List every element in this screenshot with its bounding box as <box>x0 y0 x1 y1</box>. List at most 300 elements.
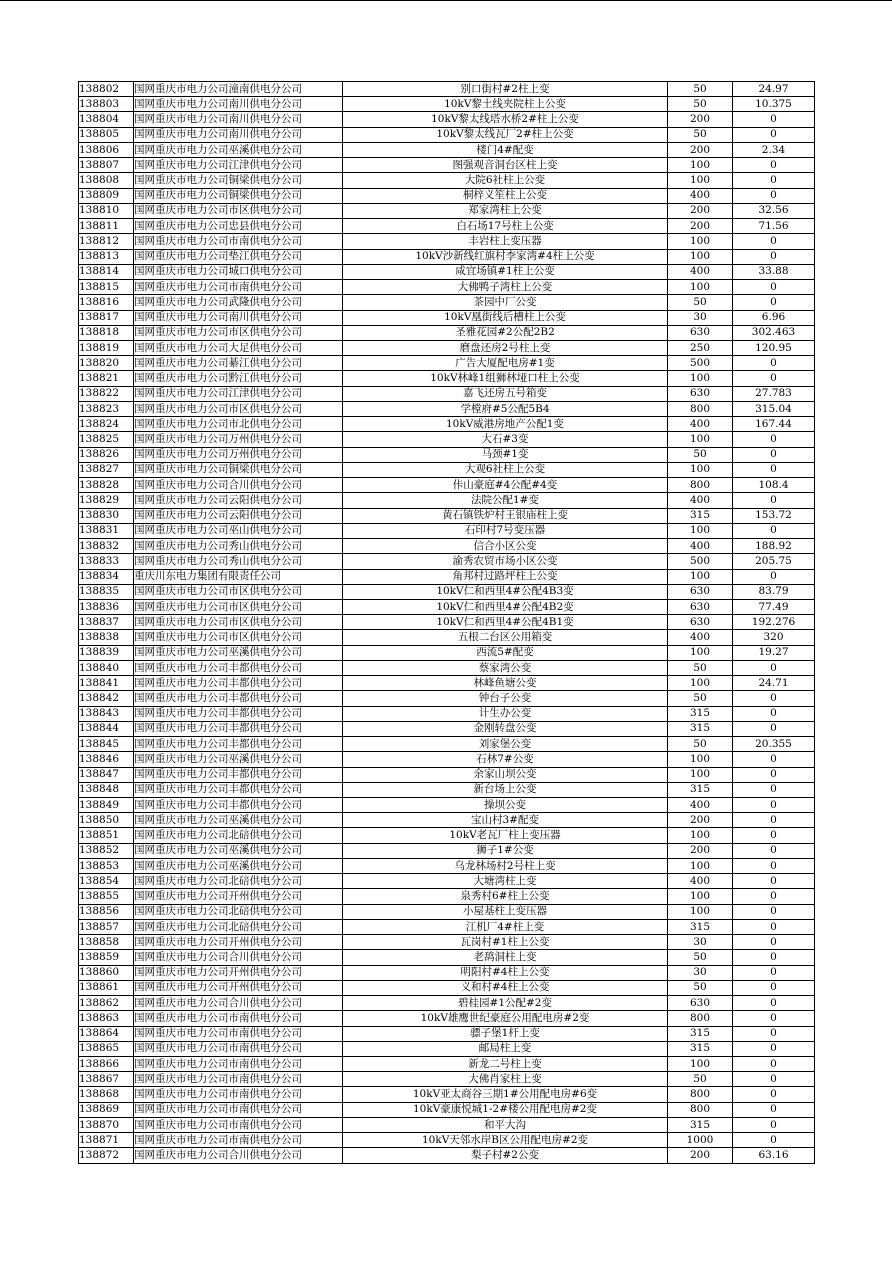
row-id-cell: 138824 <box>79 417 134 432</box>
load-value-cell: 0 <box>733 782 815 797</box>
load-value-cell: 6.96 <box>733 310 815 325</box>
transformer-name-cell: 广告大厦配电房#1变 <box>343 356 668 371</box>
capacity-cell: 400 <box>668 539 733 554</box>
row-id-cell: 138843 <box>79 706 134 721</box>
company-name-cell: 国网重庆市电力公司忠县供电分公司 <box>134 219 343 234</box>
table-row <box>79 539 815 554</box>
row-id-cell: 138828 <box>79 478 134 493</box>
load-value-cell: 0 <box>733 904 815 919</box>
capacity-cell: 800 <box>668 401 733 416</box>
capacity-cell: 200 <box>668 203 733 218</box>
row-id-cell: 138829 <box>79 493 134 508</box>
capacity-cell: 100 <box>668 280 733 295</box>
capacity-cell: 100 <box>668 752 733 767</box>
table-row <box>79 1026 815 1041</box>
capacity-cell: 50 <box>668 82 733 97</box>
row-id-cell: 138846 <box>79 752 134 767</box>
load-value-cell: 205.75 <box>733 554 815 569</box>
load-value-cell: 0 <box>733 1057 815 1072</box>
load-value-cell: 0 <box>733 843 815 858</box>
company-name-cell: 国网重庆市电力公司潼南供电分公司 <box>134 82 343 97</box>
load-value-cell: 10.375 <box>733 97 815 112</box>
capacity-cell: 100 <box>668 462 733 477</box>
row-id-cell: 138838 <box>79 630 134 645</box>
table-row <box>79 310 815 325</box>
load-value-cell: 0 <box>733 691 815 706</box>
load-value-cell: 0 <box>733 188 815 203</box>
company-name-cell: 国网重庆市电力公司市南供电分公司 <box>134 280 343 295</box>
capacity-cell: 100 <box>668 676 733 691</box>
capacity-cell: 630 <box>668 325 733 340</box>
row-id-cell: 138807 <box>79 158 134 173</box>
table-row <box>79 554 815 569</box>
company-name-cell: 国网重庆市电力公司市南供电分公司 <box>134 1057 343 1072</box>
load-value-cell: 71.56 <box>733 219 815 234</box>
company-name-cell: 国网重庆市电力公司市区供电分公司 <box>134 630 343 645</box>
transformer-name-cell: 和平大沟 <box>343 1117 668 1132</box>
row-id-cell: 138803 <box>79 97 134 112</box>
load-value-cell: 0 <box>733 828 815 843</box>
capacity-cell: 400 <box>668 493 733 508</box>
company-name-cell: 重庆川东电力集团有限责任公司 <box>134 569 343 584</box>
company-name-cell: 国网重庆市电力公司秀山供电分公司 <box>134 554 343 569</box>
company-name-cell: 国网重庆市电力公司北碚供电分公司 <box>134 828 343 843</box>
company-name-cell: 国网重庆市电力公司江津供电分公司 <box>134 158 343 173</box>
table-row <box>79 904 815 919</box>
load-value-cell: 0 <box>733 1041 815 1056</box>
table-row <box>79 828 815 843</box>
load-value-cell: 0 <box>733 950 815 965</box>
load-value-cell: 63.16 <box>733 1148 815 1163</box>
load-value-cell: 0 <box>733 127 815 142</box>
table-row <box>79 996 815 1011</box>
transformer-name-cell: 泉秀村6#柱上公变 <box>343 889 668 904</box>
capacity-cell: 315 <box>668 919 733 934</box>
row-id-cell: 138844 <box>79 721 134 736</box>
row-id-cell: 138857 <box>79 919 134 934</box>
table-row <box>79 1011 815 1026</box>
table-row <box>79 142 815 157</box>
load-value-cell: 0 <box>733 874 815 889</box>
company-name-cell: 国网重庆市电力公司市南供电分公司 <box>134 1041 343 1056</box>
capacity-cell: 500 <box>668 356 733 371</box>
transformer-name-cell: 学樘府#5公配5B4 <box>343 401 668 416</box>
load-value-cell: 0 <box>733 767 815 782</box>
company-name-cell: 国网重庆市电力公司铜梁供电分公司 <box>134 188 343 203</box>
load-value-cell: 0 <box>733 1087 815 1102</box>
top-rule <box>0 0 892 1</box>
load-value-cell: 0 <box>733 858 815 873</box>
row-id-cell: 138837 <box>79 615 134 630</box>
load-value-cell: 20.355 <box>733 737 815 752</box>
row-id-cell: 138832 <box>79 539 134 554</box>
table-row <box>79 1041 815 1056</box>
company-name-cell: 国网重庆市电力公司丰都供电分公司 <box>134 721 343 736</box>
company-name-cell: 国网重庆市电力公司市南供电分公司 <box>134 1072 343 1087</box>
row-id-cell: 138836 <box>79 599 134 614</box>
company-name-cell: 国网重庆市电力公司市区供电分公司 <box>134 599 343 614</box>
company-name-cell: 国网重庆市电力公司武隆供电分公司 <box>134 295 343 310</box>
capacity-cell: 630 <box>668 996 733 1011</box>
capacity-cell: 50 <box>668 950 733 965</box>
load-value-cell: 0 <box>733 1026 815 1041</box>
company-name-cell: 国网重庆市电力公司合川供电分公司 <box>134 1148 343 1163</box>
row-id-cell: 138810 <box>79 203 134 218</box>
load-value-cell: 0 <box>733 1011 815 1026</box>
table-row <box>79 752 815 767</box>
transformer-name-cell: 桐梓义笙柱上公变 <box>343 188 668 203</box>
table-row <box>79 706 815 721</box>
capacity-cell: 100 <box>668 523 733 538</box>
company-name-cell: 国网重庆市电力公司市南供电分公司 <box>134 1011 343 1026</box>
transformer-name-cell: 五根二台区公用箱变 <box>343 630 668 645</box>
company-name-cell: 国网重庆市电力公司巫溪供电分公司 <box>134 645 343 660</box>
company-name-cell: 国网重庆市电力公司市南供电分公司 <box>134 1102 343 1117</box>
row-id-cell: 138825 <box>79 432 134 447</box>
capacity-cell: 315 <box>668 1026 733 1041</box>
company-name-cell: 国网重庆市电力公司垫江供电分公司 <box>134 249 343 264</box>
transformer-name-cell: 10kV凰街线后槽柱上公变 <box>343 310 668 325</box>
transformer-name-cell: 10kV老瓦厂柱上变压器 <box>343 828 668 843</box>
table-row <box>79 340 815 355</box>
capacity-cell: 315 <box>668 721 733 736</box>
load-value-cell: 0 <box>733 493 815 508</box>
table-row <box>79 325 815 340</box>
row-id-cell: 138830 <box>79 508 134 523</box>
transformer-name-cell: 10kV雄鹰世纪豪庭公用配电房#2变 <box>343 1011 668 1026</box>
row-id-cell: 138848 <box>79 782 134 797</box>
transformer-name-cell: 黄石镇铁炉村王银庙柱上变 <box>343 508 668 523</box>
company-name-cell: 国网重庆市电力公司大足供电分公司 <box>134 340 343 355</box>
load-value-cell: 0 <box>733 447 815 462</box>
transformer-name-cell: 义和村#4柱上公变 <box>343 980 668 995</box>
capacity-cell: 200 <box>668 843 733 858</box>
capacity-cell: 500 <box>668 554 733 569</box>
table-row <box>79 935 815 950</box>
row-id-cell: 138821 <box>79 371 134 386</box>
capacity-cell: 200 <box>668 1148 733 1163</box>
row-id-cell: 138802 <box>79 82 134 97</box>
table-row <box>79 264 815 279</box>
table-row <box>79 676 815 691</box>
company-name-cell: 国网重庆市电力公司丰都供电分公司 <box>134 767 343 782</box>
row-id-cell: 138862 <box>79 996 134 1011</box>
table-row <box>79 1133 815 1148</box>
capacity-cell: 630 <box>668 584 733 599</box>
company-name-cell: 国网重庆市电力公司丰都供电分公司 <box>134 676 343 691</box>
company-name-cell: 国网重庆市电力公司南川供电分公司 <box>134 112 343 127</box>
row-id-cell: 138834 <box>79 569 134 584</box>
transformer-name-cell: 新台场上公变 <box>343 782 668 797</box>
capacity-cell: 400 <box>668 874 733 889</box>
load-value-cell: 32.56 <box>733 203 815 218</box>
table-row <box>79 249 815 264</box>
capacity-cell: 200 <box>668 813 733 828</box>
row-id-cell: 138849 <box>79 798 134 813</box>
load-value-cell: 0 <box>733 996 815 1011</box>
load-value-cell: 108.4 <box>733 478 815 493</box>
transformer-name-cell: 咸宜场镇#1柱上公变 <box>343 264 668 279</box>
table-row <box>79 82 815 97</box>
transformer-name-cell: 磨盘还房2号柱上变 <box>343 340 668 355</box>
load-value-cell: 0 <box>733 965 815 980</box>
load-value-cell: 19.27 <box>733 645 815 660</box>
load-value-cell: 0 <box>733 919 815 934</box>
table-row <box>79 858 815 873</box>
capacity-cell: 400 <box>668 798 733 813</box>
company-name-cell: 国网重庆市电力公司合川供电分公司 <box>134 950 343 965</box>
capacity-cell: 100 <box>668 1057 733 1072</box>
load-value-cell: 0 <box>733 234 815 249</box>
table-row <box>79 569 815 584</box>
capacity-cell: 400 <box>668 264 733 279</box>
company-name-cell: 国网重庆市电力公司綦江供电分公司 <box>134 356 343 371</box>
capacity-cell: 50 <box>668 737 733 752</box>
company-name-cell: 国网重庆市电力公司市南供电分公司 <box>134 1026 343 1041</box>
load-value-cell: 0 <box>733 249 815 264</box>
capacity-cell: 400 <box>668 417 733 432</box>
company-name-cell: 国网重庆市电力公司市区供电分公司 <box>134 401 343 416</box>
row-id-cell: 138808 <box>79 173 134 188</box>
table-row <box>79 737 815 752</box>
transformer-name-cell: 10kV沙新线红旗村李家湾#4柱上公变 <box>343 249 668 264</box>
company-name-cell: 国网重庆市电力公司丰都供电分公司 <box>134 737 343 752</box>
company-name-cell: 国网重庆市电力公司秀山供电分公司 <box>134 539 343 554</box>
capacity-cell: 100 <box>668 889 733 904</box>
capacity-cell: 630 <box>668 599 733 614</box>
table-row <box>79 97 815 112</box>
table-row <box>79 523 815 538</box>
table-row <box>79 615 815 630</box>
transformer-name-cell: 狮子1#公变 <box>343 843 668 858</box>
company-name-cell: 国网重庆市电力公司市南供电分公司 <box>134 1087 343 1102</box>
table-row <box>79 356 815 371</box>
capacity-cell: 800 <box>668 1011 733 1026</box>
transformer-name-cell: 乌龙林场村2号柱上变 <box>343 858 668 873</box>
capacity-cell: 50 <box>668 980 733 995</box>
transformer-name-cell: 江机厂4#柱上变 <box>343 919 668 934</box>
transformer-name-cell: 老鸹洞柱上变 <box>343 950 668 965</box>
company-name-cell: 国网重庆市电力公司云阳供电分公司 <box>134 493 343 508</box>
table-row <box>79 112 815 127</box>
company-name-cell: 国网重庆市电力公司南川供电分公司 <box>134 97 343 112</box>
load-value-cell: 0 <box>733 813 815 828</box>
row-id-cell: 138863 <box>79 1011 134 1026</box>
load-value-cell: 188.92 <box>733 539 815 554</box>
load-value-cell: 0 <box>733 173 815 188</box>
transformer-name-cell: 大塘湾柱上变 <box>343 874 668 889</box>
company-name-cell: 国网重庆市电力公司开州供电分公司 <box>134 935 343 950</box>
company-name-cell: 国网重庆市电力公司开州供电分公司 <box>134 965 343 980</box>
company-name-cell: 国网重庆市电力公司合川供电分公司 <box>134 996 343 1011</box>
row-id-cell: 138823 <box>79 401 134 416</box>
transformer-name-cell: 10kV黎太线塔水桥2#柱上公变 <box>343 112 668 127</box>
company-name-cell: 国网重庆市电力公司北碚供电分公司 <box>134 919 343 934</box>
table-row <box>79 493 815 508</box>
load-value-cell: 27.783 <box>733 386 815 401</box>
row-id-cell: 138858 <box>79 935 134 950</box>
row-id-cell: 138822 <box>79 386 134 401</box>
capacity-cell: 315 <box>668 706 733 721</box>
load-value-cell: 0 <box>733 660 815 675</box>
capacity-cell: 100 <box>668 158 733 173</box>
load-value-cell: 0 <box>733 432 815 447</box>
transformer-name-cell: 嘉飞还房五号箱变 <box>343 386 668 401</box>
capacity-cell: 1000 <box>668 1133 733 1148</box>
capacity-cell: 400 <box>668 630 733 645</box>
load-value-cell: 0 <box>733 112 815 127</box>
row-id-cell: 138833 <box>79 554 134 569</box>
load-value-cell: 0 <box>733 706 815 721</box>
load-value-cell: 0 <box>733 280 815 295</box>
row-id-cell: 138851 <box>79 828 134 843</box>
row-id-cell: 138839 <box>79 645 134 660</box>
row-id-cell: 138813 <box>79 249 134 264</box>
row-id-cell: 138847 <box>79 767 134 782</box>
row-id-cell: 138850 <box>79 813 134 828</box>
table-row <box>79 158 815 173</box>
capacity-cell: 800 <box>668 478 733 493</box>
transformer-name-cell: 小屋基柱上变压器 <box>343 904 668 919</box>
row-id-cell: 138827 <box>79 462 134 477</box>
load-value-cell: 0 <box>733 798 815 813</box>
load-value-cell: 0 <box>733 356 815 371</box>
row-id-cell: 138809 <box>79 188 134 203</box>
company-name-cell: 国网重庆市电力公司巫溪供电分公司 <box>134 813 343 828</box>
transformer-name-cell: 大院6社柱上公变 <box>343 173 668 188</box>
table-row <box>79 660 815 675</box>
capacity-cell: 50 <box>668 691 733 706</box>
transformer-name-cell: 楼门4#配变 <box>343 142 668 157</box>
table-row <box>79 1102 815 1117</box>
row-id-cell: 138865 <box>79 1041 134 1056</box>
capacity-cell: 100 <box>668 569 733 584</box>
table-row <box>79 401 815 416</box>
capacity-cell: 100 <box>668 371 733 386</box>
company-name-cell: 国网重庆市电力公司丰都供电分公司 <box>134 691 343 706</box>
row-id-cell: 138870 <box>79 1117 134 1132</box>
row-id-cell: 138804 <box>79 112 134 127</box>
load-value-cell: 77.49 <box>733 599 815 614</box>
capacity-cell: 50 <box>668 97 733 112</box>
capacity-cell: 50 <box>668 1072 733 1087</box>
transformer-name-cell: 10kV豪康悦城1-2#楼公用配电房#2变 <box>343 1102 668 1117</box>
transformer-name-cell: 大佛肖家柱上变 <box>343 1072 668 1087</box>
transformer-name-cell: 10kV天邻水岸B区公用配电房#2变 <box>343 1133 668 1148</box>
transformer-name-cell: 渝秀农贸市场小区公变 <box>343 554 668 569</box>
table-row <box>79 432 815 447</box>
capacity-cell: 100 <box>668 858 733 873</box>
load-value-cell: 0 <box>733 752 815 767</box>
row-id-cell: 138856 <box>79 904 134 919</box>
row-id-cell: 138814 <box>79 264 134 279</box>
table-row <box>79 599 815 614</box>
capacity-cell: 200 <box>668 142 733 157</box>
capacity-cell: 50 <box>668 660 733 675</box>
capacity-cell: 250 <box>668 340 733 355</box>
load-value-cell: 0 <box>733 1117 815 1132</box>
transformer-name-cell: 计生办公变 <box>343 706 668 721</box>
load-value-cell: 24.97 <box>733 82 815 97</box>
row-id-cell: 138854 <box>79 874 134 889</box>
transformer-name-cell: 蔡家湾公变 <box>343 660 668 675</box>
transformer-name-cell: 梨子村#2公变 <box>343 1148 668 1163</box>
capacity-cell: 630 <box>668 386 733 401</box>
transformer-name-cell: 余家山坝公变 <box>343 767 668 782</box>
capacity-cell: 400 <box>668 188 733 203</box>
transformer-name-cell: 刘家堡公变 <box>343 737 668 752</box>
transformer-name-cell: 别口街村#2柱上变 <box>343 82 668 97</box>
row-id-cell: 138826 <box>79 447 134 462</box>
capacity-cell: 100 <box>668 828 733 843</box>
table-row <box>79 188 815 203</box>
transformer-name-cell: 林峰鱼塘公变 <box>343 676 668 691</box>
table-row <box>79 173 815 188</box>
company-name-cell: 国网重庆市电力公司云阳供电分公司 <box>134 508 343 523</box>
transformer-name-cell: 西流5#配变 <box>343 645 668 660</box>
load-value-cell: 83.79 <box>733 584 815 599</box>
capacity-cell: 30 <box>668 310 733 325</box>
load-value-cell: 167.44 <box>733 417 815 432</box>
capacity-cell: 100 <box>668 904 733 919</box>
table-row <box>79 950 815 965</box>
company-name-cell: 国网重庆市电力公司丰都供电分公司 <box>134 798 343 813</box>
row-id-cell: 138864 <box>79 1026 134 1041</box>
load-value-cell: 0 <box>733 462 815 477</box>
table-row <box>79 874 815 889</box>
company-name-cell: 国网重庆市电力公司江津供电分公司 <box>134 386 343 401</box>
company-name-cell: 国网重庆市电力公司合川供电分公司 <box>134 478 343 493</box>
row-id-cell: 138840 <box>79 660 134 675</box>
company-name-cell: 国网重庆市电力公司北碚供电分公司 <box>134 904 343 919</box>
company-name-cell: 国网重庆市电力公司巫溪供电分公司 <box>134 752 343 767</box>
capacity-cell: 50 <box>668 447 733 462</box>
load-value-cell: 120.95 <box>733 340 815 355</box>
row-id-cell: 138842 <box>79 691 134 706</box>
load-value-cell: 2.34 <box>733 142 815 157</box>
transformer-name-cell: 操坝公变 <box>343 798 668 813</box>
transformer-table <box>78 81 815 1164</box>
transformer-name-cell: 图强观音洞台区柱上变 <box>343 158 668 173</box>
company-name-cell: 国网重庆市电力公司开州供电分公司 <box>134 980 343 995</box>
load-value-cell: 0 <box>733 569 815 584</box>
capacity-cell: 30 <box>668 965 733 980</box>
row-id-cell: 138812 <box>79 234 134 249</box>
row-id-cell: 138831 <box>79 523 134 538</box>
table-row <box>79 584 815 599</box>
row-id-cell: 138859 <box>79 950 134 965</box>
transformer-name-cell: 10kV仁和西里4#公配4B1变 <box>343 615 668 630</box>
transformer-name-cell: 信合小区公变 <box>343 539 668 554</box>
table-row <box>79 203 815 218</box>
table-row <box>79 478 815 493</box>
capacity-cell: 100 <box>668 234 733 249</box>
table-row <box>79 1148 815 1163</box>
capacity-cell: 315 <box>668 782 733 797</box>
table-row <box>79 798 815 813</box>
row-id-cell: 138811 <box>79 219 134 234</box>
table-row <box>79 980 815 995</box>
table-row <box>79 508 815 523</box>
transformer-name-cell: 大观6社柱上公变 <box>343 462 668 477</box>
load-value-cell: 0 <box>733 158 815 173</box>
table-row <box>79 280 815 295</box>
table-row <box>79 371 815 386</box>
capacity-cell: 315 <box>668 1041 733 1056</box>
company-name-cell: 国网重庆市电力公司市区供电分公司 <box>134 203 343 218</box>
load-value-cell: 0 <box>733 935 815 950</box>
transformer-name-cell: 圣雅花园#2公配2B2 <box>343 325 668 340</box>
